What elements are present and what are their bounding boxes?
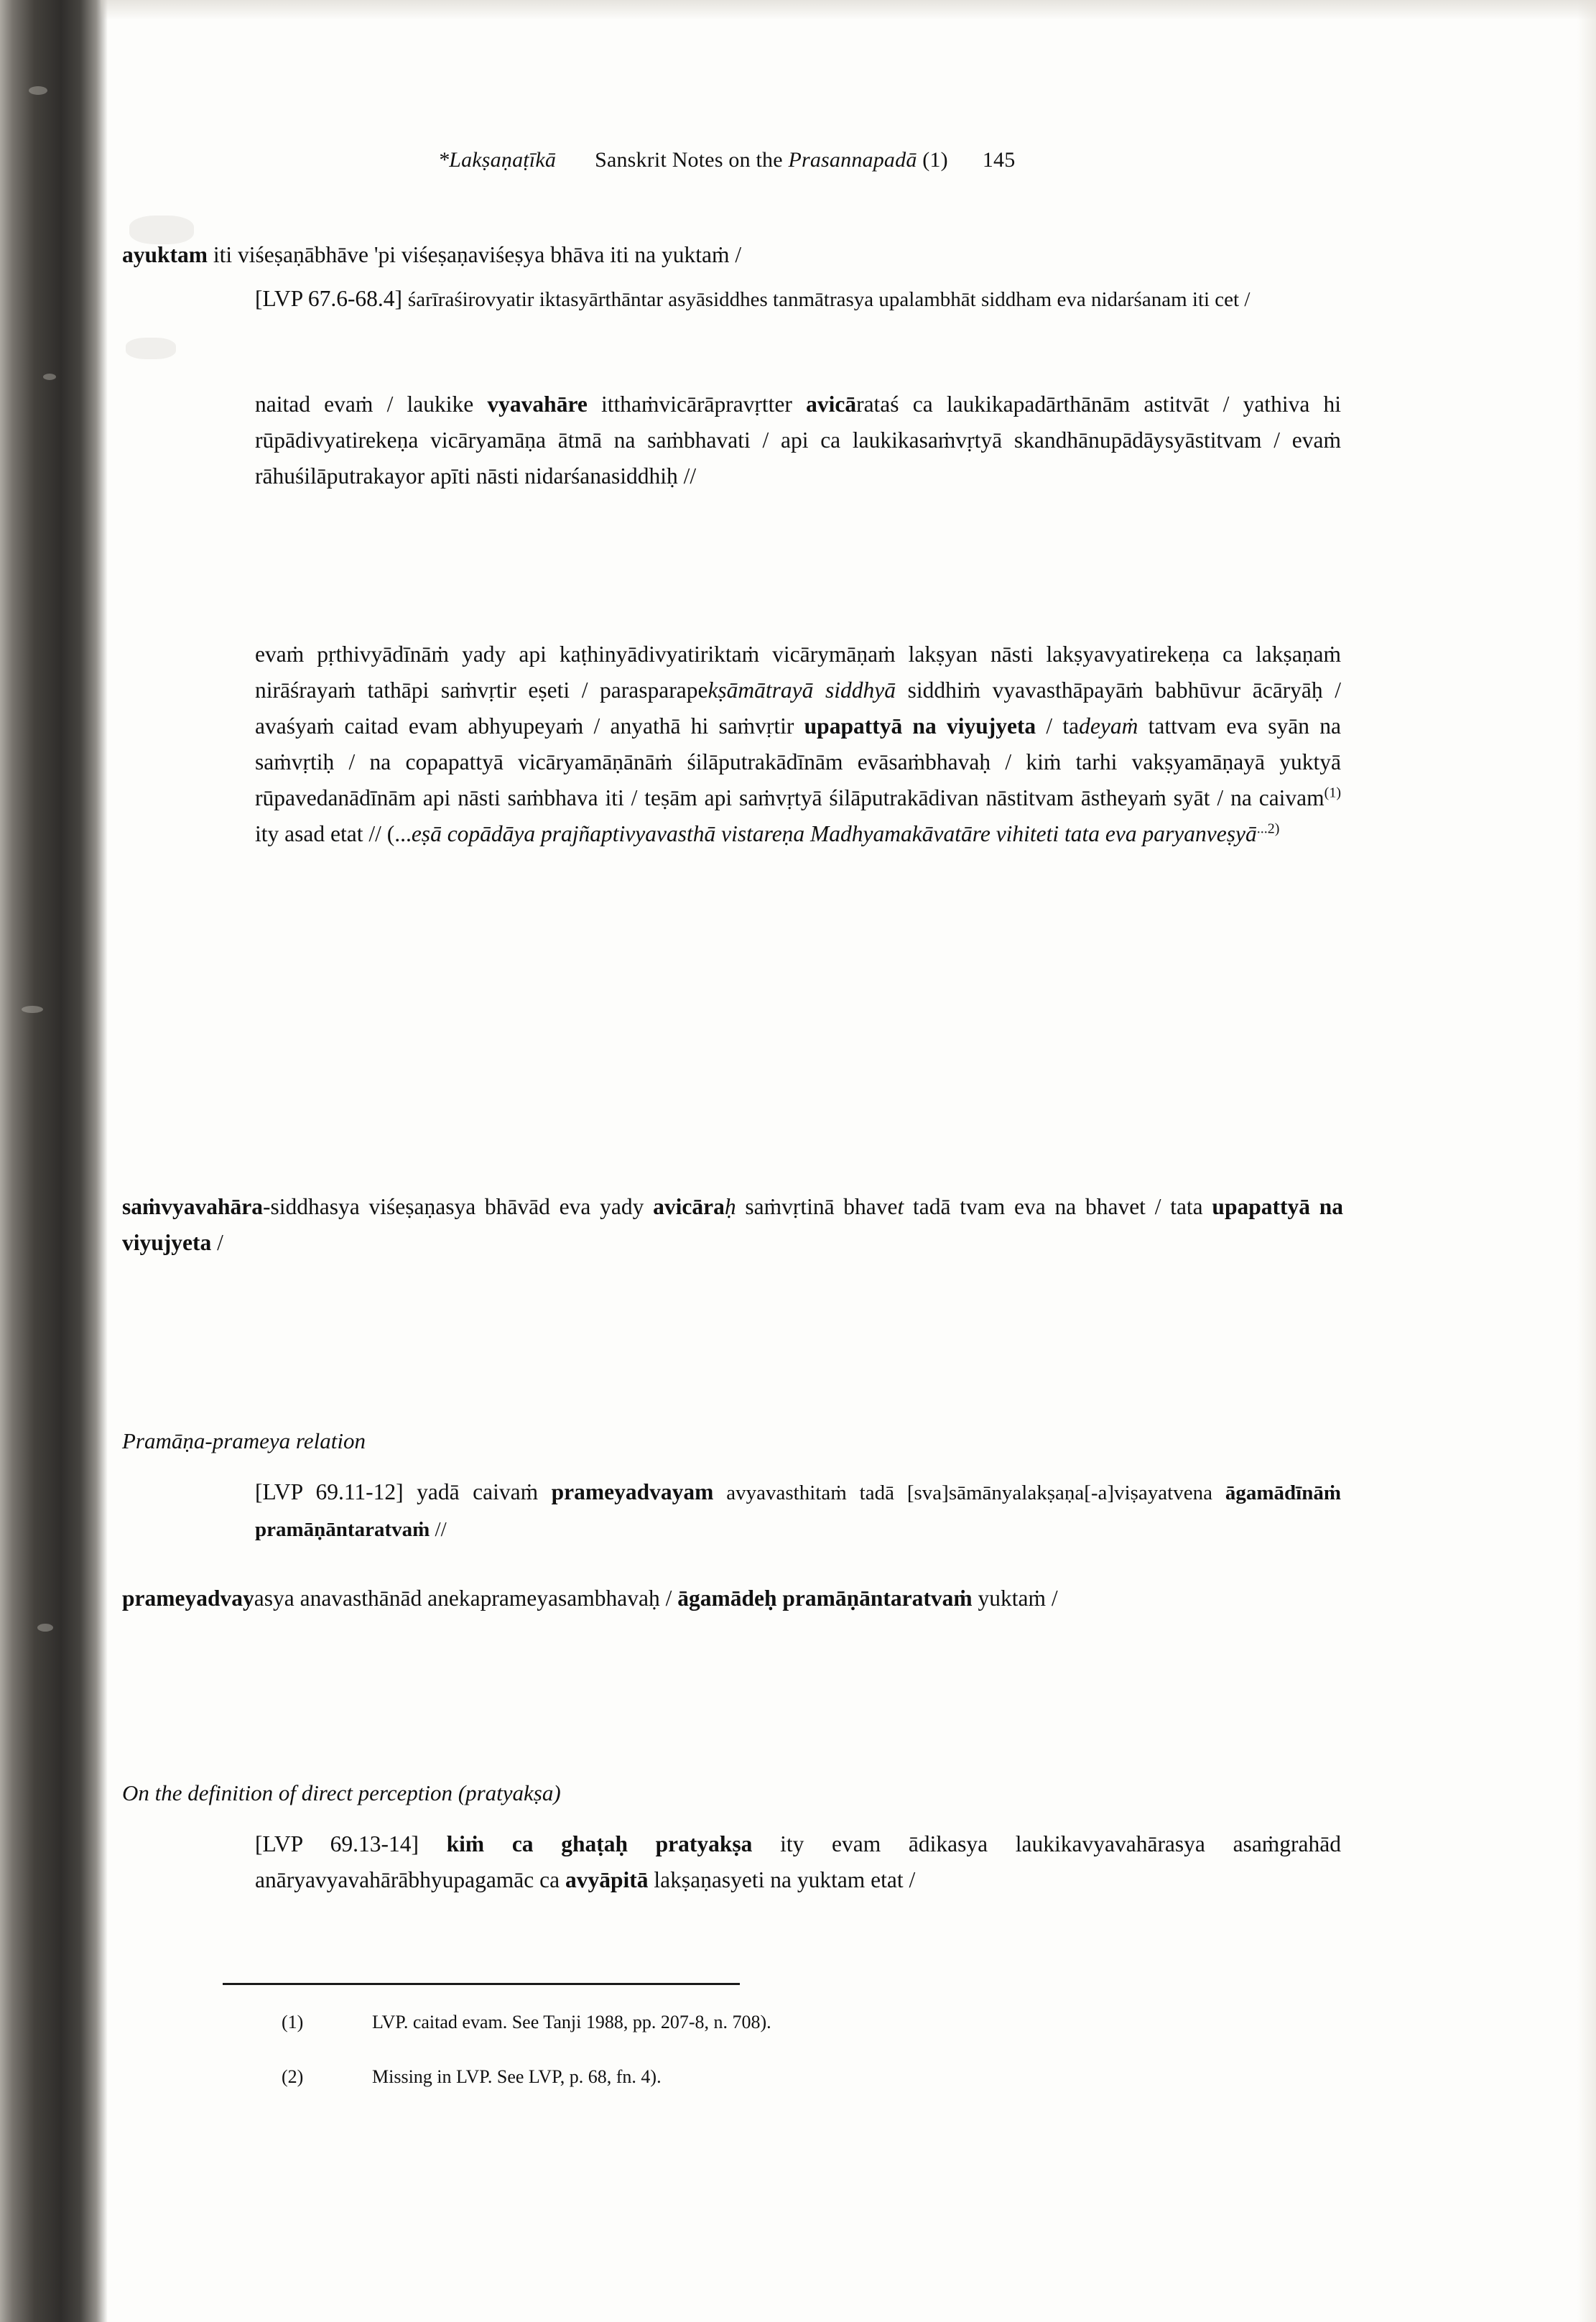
skt-p2-quote-open: (...	[386, 821, 412, 846]
lvp-reference-2: [LVP 69.11-12]	[255, 1479, 404, 1504]
restored-d: /	[211, 1230, 223, 1255]
restored-bold-2: avicāra	[653, 1194, 725, 1219]
s2-bold-2: avyāpitā	[565, 1867, 649, 1892]
s2-bold-1: kiṁ ca ghaṭaḥ pratyakṣa	[418, 1831, 753, 1856]
skt-p2-a: evaṁ pṛthivyādīnāṁ yady api kaṭhinyādivyatiriktaṁ vicārymāṇaṁ lakṣyan nāsti lakṣyavyatirekeṇa ca lakṣaṇaṁ nirāśrayaṁ tathāpi saṁvṛtir eṣeti / parasparape	[255, 642, 1341, 703]
s1-t2: avyavasthitaṁ tadā [sva]sāmānyalakṣaṇa[-a]viṣayatvena	[713, 1481, 1225, 1504]
footnote-rule	[223, 1983, 740, 1985]
lvp-text-1: śarīraśirovyatir iktasyārthāntar asyāsiddhes tanmātrasya upalambhāt siddham eva nidarśanam iti cet /	[407, 288, 1251, 311]
restored-c: tadā tvam eva na bhavet / tata	[904, 1194, 1212, 1219]
section-1-restored	[122, 1581, 1343, 1616]
section-heading-pramana-prameya: Pramāṇa-prameya relation	[122, 1428, 366, 1453]
section-heading-pratyaksa: On the definition of direct perception (pratyakṣa)	[122, 1780, 561, 1805]
lemma-bold: ayuktam	[122, 242, 208, 267]
s1-t1: yadā caivaṁ	[403, 1479, 552, 1504]
page-number: 145	[982, 148, 1016, 172]
footnote-marker-1[interactable]: (1)	[1324, 785, 1341, 801]
running-head	[438, 148, 1415, 172]
footnote-number-1: (1)	[282, 2012, 304, 2032]
restored-italic-2: t	[897, 1194, 904, 1219]
s2-t2: lakṣaṇasyeti na yuktam etat /	[648, 1867, 916, 1892]
restored-bold-1: saṁvyavahāra	[122, 1194, 263, 1219]
footnote-text-1: LVP. caitad evam. See Tanji 1988, pp. 207-8, n. 708).	[372, 2012, 771, 2032]
skt-p2-italic-3: eṣā copādāya prajñaptivyavasthā vistareṇa Madhyamakāvatāre vihiteti tata eva paryanveṣyā	[411, 821, 1257, 846]
scan-gutter-shadow	[0, 0, 108, 2322]
skt-p2-italic-1: kṣāmātrayā siddhyā	[707, 677, 896, 703]
footnote-marker-2[interactable]: ...2)	[1256, 820, 1280, 837]
skt-p2-e: ity asad etat //	[255, 821, 387, 846]
lemma-paragraph	[122, 237, 1343, 273]
running-head-star-title: *Lakṣaṇaṭīkā	[438, 148, 557, 172]
skt-p1-c: itthaṁvicārāpravṛtter	[587, 392, 807, 417]
sanskrit-paragraph-2	[255, 637, 1341, 852]
skt-p2-b: siddhiṁ vyavasthāpayāṁ babhūvur ācāryāḥ / avaśyaṁ caitad evam abhyupeyaṁ / anyathā hi saṁvṛtir	[255, 677, 1341, 739]
restored-italic-1: ḥ	[724, 1194, 736, 1219]
page-content	[122, 0, 1516, 2322]
scan-right-edge	[1577, 0, 1596, 2322]
s1-bold-2: āgamādīnāṁ pramāṇāntaratvaṁ	[255, 1481, 1341, 1541]
skt-p1-d: rataś ca laukikapadārthānām astitvāt / yathiva hi rūpādivyatirekeṇa vicāryamāṇa ātmā na saṁbhavati / api ca laukikasaṁvṛtyā skandhānupādāysyāstitvam / evaṁ rāhuśilāputrakayor apīti nāsti nidarśanasiddhiḥ //	[255, 392, 1341, 489]
lvp-reference-3: [LVP 69.13-14]	[255, 1831, 419, 1856]
s1-t4: asya anavasthānād anekaprameyasambhavaḥ /	[254, 1586, 678, 1611]
skt-p2-bold-1: upapattyā na viyujyeta	[804, 713, 1036, 739]
s2-t1: ity evam ādikasya laukikavyavahārasya asaṁgrahād anāryavyavahārābhyupagamāc ca	[255, 1831, 1341, 1892]
skt-p1-bold-1: vyavahāre	[487, 392, 588, 417]
skt-p2-c: / ta	[1036, 713, 1080, 739]
skt-p2-italic-2: deyaṁ	[1079, 713, 1138, 739]
skt-p1-a: naitad evaṁ / laukike	[255, 392, 488, 417]
restored-a: -siddhasya viśeṣaṇasya bhāvād eva yady	[263, 1194, 654, 1219]
section-2-body	[255, 1826, 1341, 1898]
s1-t3: //	[430, 1518, 447, 1541]
scan-speck	[22, 1006, 43, 1013]
scan-speck	[37, 1624, 53, 1632]
running-head-part: (1)	[922, 148, 948, 172]
restored-b: saṁvṛtinā bhave	[736, 1194, 898, 1219]
sanskrit-paragraph-1	[255, 387, 1341, 494]
footnote-number-2: (2)	[282, 2066, 304, 2087]
running-head-title: Sanskrit Notes on the	[595, 148, 783, 172]
lvp-reference-1: [LVP 67.6-68.4]	[255, 286, 403, 311]
restored-text-paragraph	[122, 1189, 1343, 1261]
s1-t5: yuktaṁ /	[972, 1586, 1058, 1611]
s1-bold-3: prameyadvay	[122, 1586, 254, 1611]
s1-bold-1: prameyadvayam	[551, 1479, 714, 1504]
skt-p1-bold-2: avicā	[806, 392, 857, 417]
section-1-body	[255, 1474, 1341, 1548]
scan-speck	[43, 374, 56, 380]
s1-bold-4: āgamādeḥ pramāṇāntaratvaṁ	[677, 1586, 973, 1611]
restored-bold-3: upapattyā na viyujyeta	[122, 1194, 1343, 1255]
footnote-text-2: Missing in LVP. See LVP, p. 68, fn. 4).	[372, 2066, 662, 2087]
skt-p2-d: tattvam eva syān na saṁvṛtiḥ / na copapattyā vicāryamāṇānāṁ śilāputrakādīnām evāsaṁbhavaḥ / kiṁ tarhi vakṣyamāṇayā yuktyā rūpavedanādīnām api nāsti saṁbhava iti / teṣām api saṁvṛtyā śilāputrakādivan nāstitvam āstheyaṁ syāt / na caivam	[255, 713, 1341, 810]
lemma-rest: iti viśeṣaṇābhāve 'pi viśeṣaṇaviśeṣya bhāva iti na yuktaṁ /	[208, 242, 742, 267]
scan-speck	[29, 86, 47, 95]
lvp-ref-block-1	[255, 280, 1341, 318]
running-head-work: Prasannapadā	[788, 148, 917, 172]
